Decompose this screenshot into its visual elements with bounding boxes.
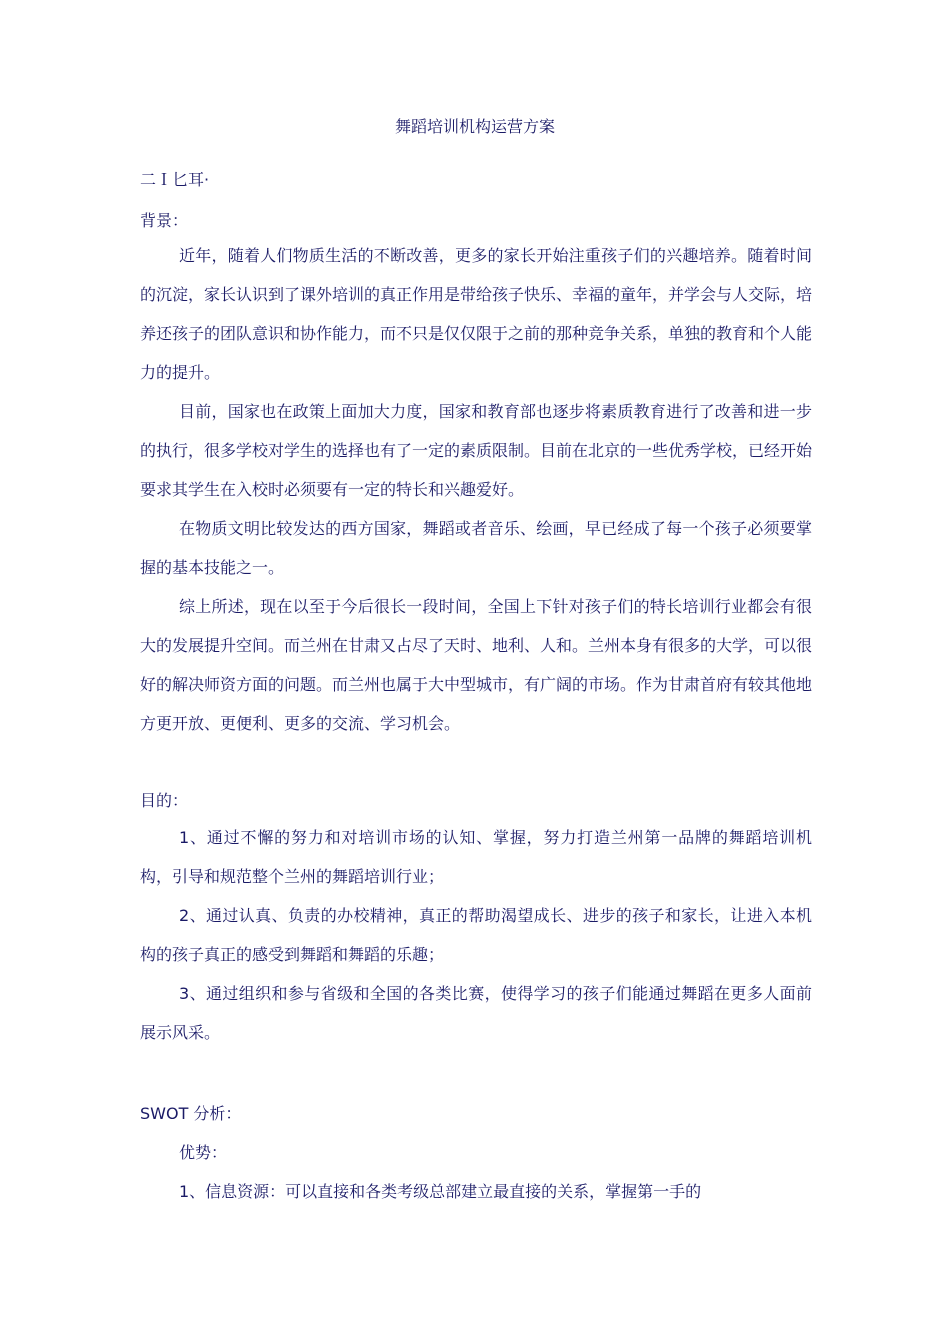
- swot-strength-item-1: 1、信息资源：可以直接和各类考级总部建立最直接的关系，掌握第一手的: [179, 1182, 702, 1201]
- document-title: 舞蹈培训机构运营方案: [394, 117, 555, 136]
- purpose-item-1: 1、通过不懈的努力和对培训市场的认知、掌握，努力打造兰州第一品牌的舞蹈培训机构，引导和规范整个兰州的舞蹈培训行业；: [140, 828, 812, 886]
- purpose-item-2: 2、通过认真、负责的办校精神，真正的帮助渴望成长、进步的孩子和家长，让进入本机构的孩子真正的感受到舞蹈和舞蹈的乐趣；: [140, 906, 812, 964]
- background-paragraph-4: 综上所述，现在以至于今后很长一段时间，全国上下针对孩子们的特长培训行业都会有很大的发展提升空间。而兰州在甘肃又占尽了天时、地利、人和。兰州本身有很多的大学，可以很好的解决师资方面的问题。而兰州也属于大中型城市，有广阔的市场。作为甘肃首府有较其他地方更开放、更便利、更多的交流、学习机会。: [140, 597, 813, 733]
- swot-strengths-heading: 优势：: [179, 1143, 228, 1162]
- swot-heading: SWOT 分析：: [140, 1104, 242, 1123]
- stray-text-line: 二Ｉ匕耳·: [140, 170, 210, 189]
- purpose-item-3: 3、通过组织和参与省级和全国的各类比赛，使得学习的孩子们能通过舞蹈在更多人面前展示风采。: [140, 984, 812, 1042]
- background-paragraph-1: 近年，随着人们物质生活的不断改善，更多的家长开始注重孩子们的兴趣培养。随着时间的沉淀，家长认识到了课外培训的真正作用是带给孩子快乐、幸福的童年，并学会与人交际，培养还孩子的团队意识和协作能力，而不只是仅仅限于之前的那种竞争关系，单独的教育和个人能力的提升。: [140, 246, 813, 382]
- purpose-heading: 目的：: [140, 791, 189, 810]
- background-paragraph-3: 在物质文明比较发达的西方国家，舞蹈或者音乐、绘画，早已经成了每一个孩子必须要掌握的基本技能之一。: [140, 519, 812, 577]
- background-heading: 背景：: [140, 211, 189, 230]
- background-paragraph-2: 目前，国家也在政策上面加大力度，国家和教育部也逐步将素质教育进行了改善和进一步的执行，很多学校对学生的选择也有了一定的素质限制。目前在北京的一些优秀学校，已经开始要求其学生在入校时必须要有一定的特长和兴趣爱好。: [140, 402, 813, 499]
